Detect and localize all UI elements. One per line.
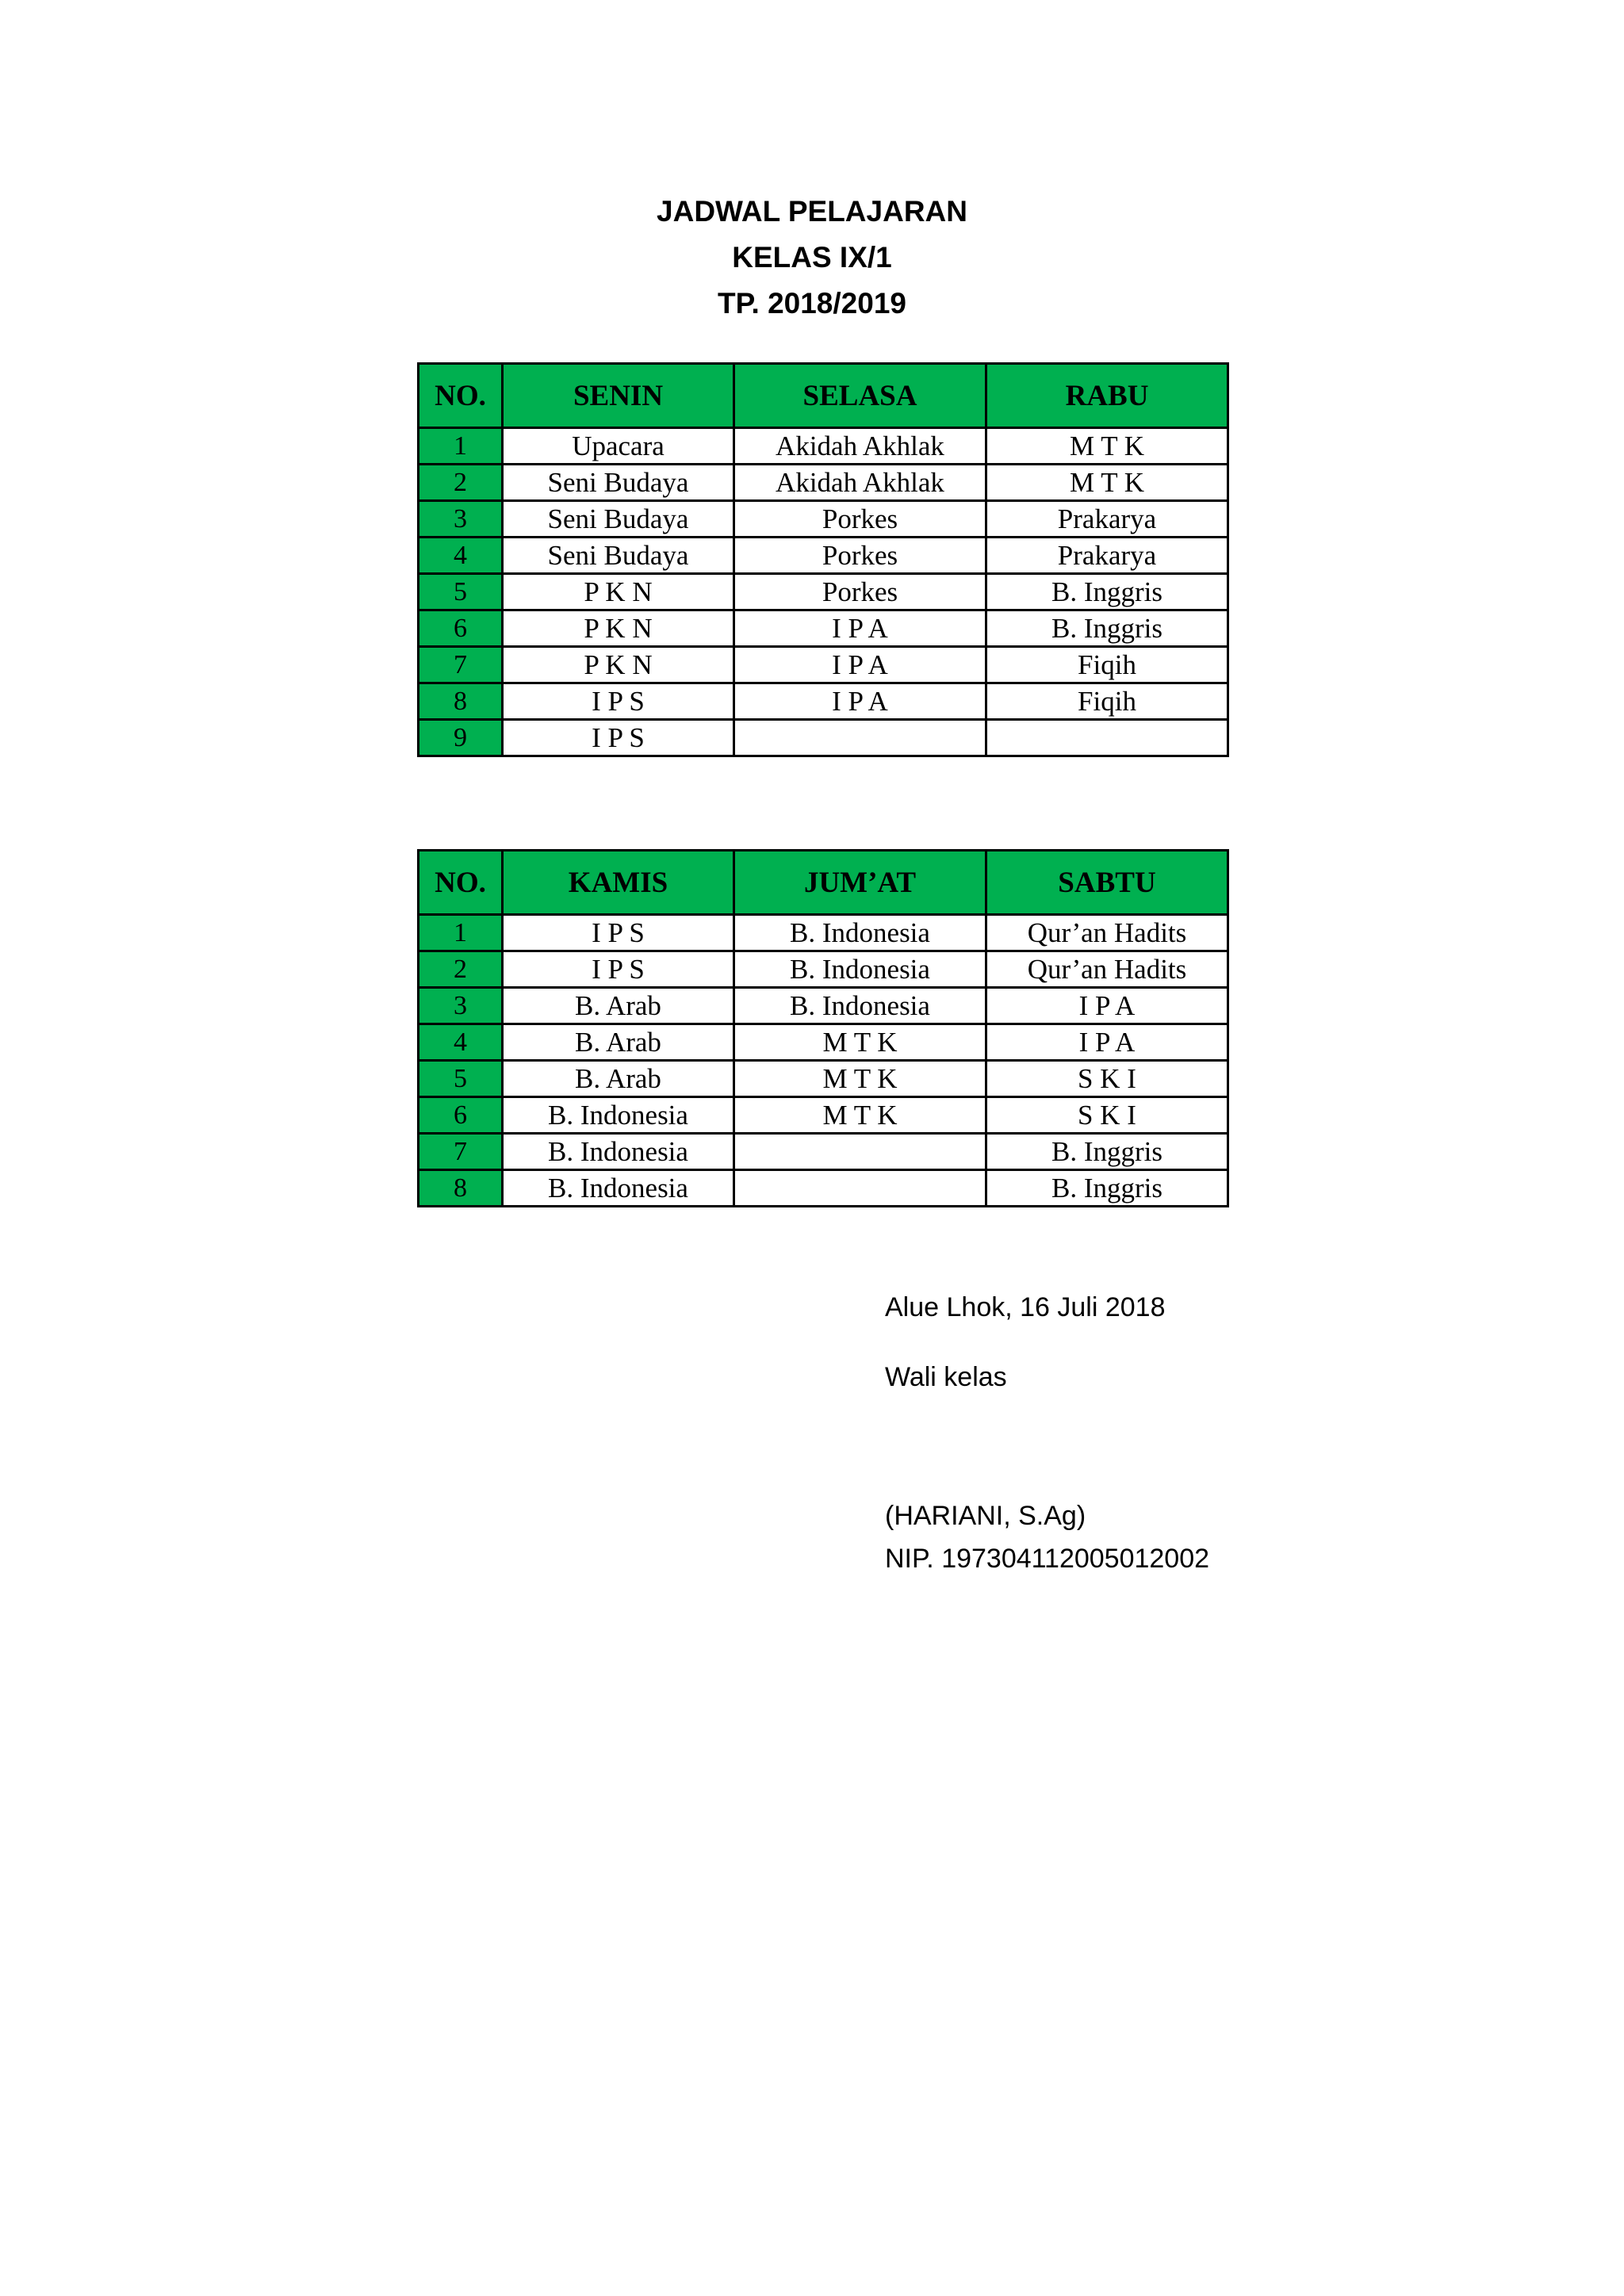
- subject-cell: B. Indonesia: [503, 1134, 734, 1170]
- table-row: [419, 428, 1228, 465]
- period-number-cell: 1: [419, 428, 503, 465]
- period-number-cell: 9: [419, 720, 503, 756]
- table-row: [419, 574, 1228, 610]
- table-row: [419, 610, 1228, 647]
- subject-cell: I P A: [734, 647, 986, 683]
- subject-cell: Porkes: [734, 574, 986, 610]
- subject-cell: I P A: [986, 1024, 1228, 1061]
- subject-cell: [734, 1134, 986, 1170]
- document-title: [0, 189, 1624, 327]
- subject-cell: P K N: [503, 574, 734, 610]
- subject-cell: Prakarya: [986, 538, 1228, 574]
- subject-cell: Qur’an Hadits: [986, 915, 1228, 951]
- period-number-cell: 5: [419, 1061, 503, 1097]
- column-header: SABTU: [986, 851, 1228, 915]
- subject-cell: S K I: [986, 1061, 1228, 1097]
- column-header: SELASA: [734, 364, 986, 428]
- column-header: KAMIS: [503, 851, 734, 915]
- period-number-cell: 4: [419, 1024, 503, 1061]
- subject-cell: Seni Budaya: [503, 501, 734, 538]
- subject-cell: I P A: [734, 683, 986, 720]
- subject-cell: I P S: [503, 683, 734, 720]
- title-line-2: KELAS IX/1: [732, 241, 892, 274]
- subject-cell: B. Inggris: [986, 1170, 1228, 1207]
- table-row: [419, 720, 1228, 756]
- column-header: NO.: [419, 364, 503, 428]
- table-header-row: [419, 851, 1228, 915]
- subject-cell: M T K: [986, 428, 1228, 465]
- subject-cell: P K N: [503, 647, 734, 683]
- schedule-table-kamis-sabtu: [417, 849, 1229, 1207]
- period-number-cell: 8: [419, 1170, 503, 1207]
- subject-cell: B. Arab: [503, 1024, 734, 1061]
- subject-cell: Prakarya: [986, 501, 1228, 538]
- subject-cell: I P A: [734, 610, 986, 647]
- table-row: [419, 1097, 1228, 1134]
- subject-cell: B. Inggris: [986, 610, 1228, 647]
- subject-cell: B. Arab: [503, 988, 734, 1024]
- period-number-cell: 3: [419, 988, 503, 1024]
- period-number-cell: 7: [419, 647, 503, 683]
- column-header: SENIN: [503, 364, 734, 428]
- subject-cell: B. Inggris: [986, 574, 1228, 610]
- subject-cell: I P S: [503, 951, 734, 988]
- subject-cell: Porkes: [734, 538, 986, 574]
- signature-name: (HARIANI, S.Ag): [885, 1501, 1086, 1531]
- table-row: [419, 683, 1228, 720]
- column-header: RABU: [986, 364, 1228, 428]
- period-number-cell: 2: [419, 951, 503, 988]
- period-number-cell: 4: [419, 538, 503, 574]
- subject-cell: I P S: [503, 915, 734, 951]
- period-number-cell: 5: [419, 574, 503, 610]
- subject-cell: Fiqih: [986, 647, 1228, 683]
- subject-cell: [986, 720, 1228, 756]
- subject-cell: Qur’an Hadits: [986, 951, 1228, 988]
- period-number-cell: 6: [419, 1097, 503, 1134]
- subject-cell: P K N: [503, 610, 734, 647]
- table-row: [419, 501, 1228, 538]
- subject-cell: B. Indonesia: [734, 951, 986, 988]
- period-number-cell: 7: [419, 1134, 503, 1170]
- subject-cell: Fiqih: [986, 683, 1228, 720]
- subject-cell: I P A: [986, 988, 1228, 1024]
- subject-cell: Upacara: [503, 428, 734, 465]
- subject-cell: Seni Budaya: [503, 465, 734, 501]
- subject-cell: [734, 720, 986, 756]
- period-number-cell: 6: [419, 610, 503, 647]
- subject-cell: Akidah Akhlak: [734, 465, 986, 501]
- subject-cell: M T K: [734, 1024, 986, 1061]
- subject-cell: Seni Budaya: [503, 538, 734, 574]
- table-row: [419, 1061, 1228, 1097]
- subject-cell: M T K: [734, 1097, 986, 1134]
- subject-cell: M T K: [986, 465, 1228, 501]
- table-row: [419, 647, 1228, 683]
- subject-cell: M T K: [734, 1061, 986, 1097]
- period-number-cell: 3: [419, 501, 503, 538]
- subject-cell: B. Indonesia: [734, 988, 986, 1024]
- subject-cell: I P S: [503, 720, 734, 756]
- period-number-cell: 8: [419, 683, 503, 720]
- title-line-1: JADWAL PELAJARAN: [657, 195, 967, 228]
- signature-role: Wali kelas: [885, 1362, 1007, 1392]
- signature-place-date: Alue Lhok, 16 Juli 2018: [885, 1292, 1166, 1322]
- subject-cell: B. Indonesia: [503, 1097, 734, 1134]
- table-row: [419, 915, 1228, 951]
- subject-cell: Porkes: [734, 501, 986, 538]
- subject-cell: Akidah Akhlak: [734, 428, 986, 465]
- table-row: [419, 1170, 1228, 1207]
- schedule-table-senin-rabu: [417, 362, 1229, 757]
- table-row: [419, 465, 1228, 501]
- title-line-3: TP. 2018/2019: [718, 287, 906, 320]
- table-row: [419, 1134, 1228, 1170]
- subject-cell: S K I: [986, 1097, 1228, 1134]
- period-number-cell: 2: [419, 465, 503, 501]
- subject-cell: B. Indonesia: [734, 915, 986, 951]
- subject-cell: B. Arab: [503, 1061, 734, 1097]
- period-number-cell: 1: [419, 915, 503, 951]
- column-header: JUM’AT: [734, 851, 986, 915]
- table-row: [419, 951, 1228, 988]
- subject-cell: [734, 1170, 986, 1207]
- table-row: [419, 538, 1228, 574]
- table-row: [419, 1024, 1228, 1061]
- signature-nip: NIP. 197304112005012002: [885, 1544, 1210, 1574]
- table-header-row: [419, 364, 1228, 428]
- subject-cell: B. Indonesia: [503, 1170, 734, 1207]
- column-header: NO.: [419, 851, 503, 915]
- table-row: [419, 988, 1228, 1024]
- subject-cell: B. Inggris: [986, 1134, 1228, 1170]
